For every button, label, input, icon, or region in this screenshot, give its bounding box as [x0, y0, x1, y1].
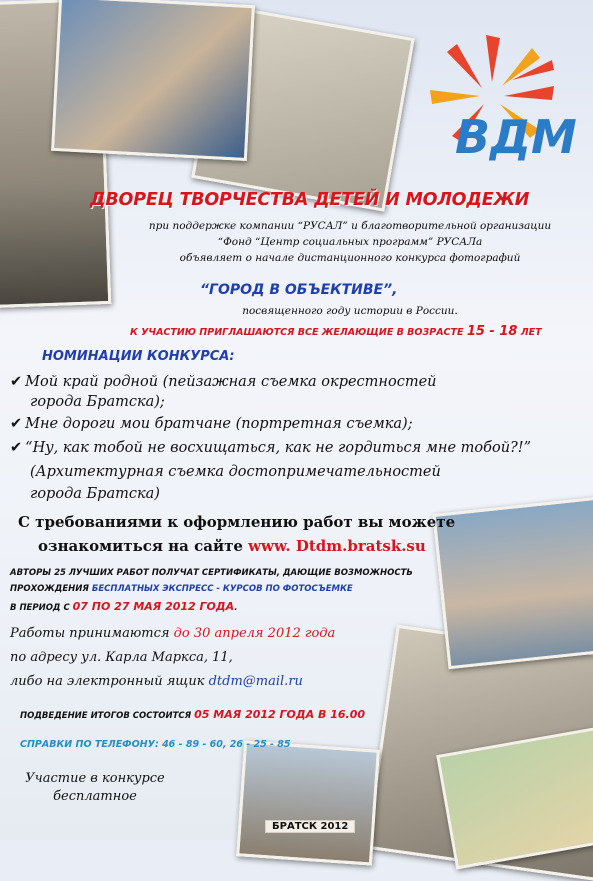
results-announcement: [20, 708, 365, 721]
awards-courses: БЕСПЛАТНЫХ ЭКСПРЕСС - КУРСОВ ПО ФОТОСЪЕМКЕ: [91, 584, 353, 594]
requirements-line2: [38, 537, 426, 555]
submission-line1a: Работы принимаются: [10, 626, 174, 641]
age-invitation: [130, 324, 542, 339]
awards-line2: [10, 584, 353, 594]
invite-age: 15 - 18: [466, 324, 518, 339]
city-year-label: БРАТСК 2012: [265, 820, 355, 833]
website-link[interactable]: www. Dtdm.bratsk.su: [248, 537, 426, 555]
submission-email-line: [10, 674, 303, 689]
awards-period: 07 ПО 27 МАЯ 2012 ГОДА: [72, 600, 235, 613]
nomination-3-cont2: города Братска): [30, 486, 160, 502]
nomination-2: [10, 414, 413, 434]
submission-address: по адресу ул. Карла Маркса, 11,: [10, 650, 233, 665]
awards-line2a: ПРОХОЖДЕНИЯ: [10, 584, 92, 594]
submission-deadline: [10, 626, 335, 641]
check-icon: ✔: [10, 440, 23, 456]
free-participation: [20, 770, 170, 806]
nomination-1-text: Мой край родной (пейзажная съемка окрестностей: [25, 374, 437, 390]
nomination-1: [10, 372, 437, 392]
requirements-text: ознакомиться на сайте: [38, 537, 249, 555]
contest-name: “ГОРОД В ОБЪЕКТИВЕ”,: [200, 282, 398, 298]
nomination-3: [10, 438, 531, 458]
sun-logo: [400, 28, 580, 178]
check-icon: ✔: [10, 374, 23, 390]
nomination-3-cont: (Архитектурная съемка достопримечательностей: [30, 464, 441, 480]
invite-end: ЛЕТ: [517, 327, 542, 338]
foundation-line: “Фонд “Центр социальных программ” РУСАЛа: [217, 236, 483, 248]
check-icon: ✔: [10, 416, 23, 432]
submission-line3a: либо на электронный ящик: [10, 674, 209, 689]
free-line1: Участие в конкурсе: [25, 771, 165, 786]
results-text: ПОДВЕДЕНИЕ ИТОГОВ СОСТОИТСЯ: [20, 711, 195, 721]
awards-line3a: В ПЕРИОД С: [10, 603, 73, 613]
requirements-line1: С требованиями к оформлению работ вы можете: [18, 513, 456, 531]
nomination-1-cont: города Братска);: [30, 394, 165, 410]
awards-line3: [10, 600, 237, 613]
invite-text: К УЧАСТИЮ ПРИГЛАШАЮТСЯ ВСЕ ЖЕЛАЮЩИЕ В ВОЗРАСТЕ: [130, 327, 467, 338]
nomination-3-text: “Ну, как тобой не восхищаться, как не гордиться мне тобой?!”: [25, 440, 532, 456]
photo-family-top: [51, 0, 255, 161]
photo-family-sea: [432, 497, 593, 669]
email-link[interactable]: dtdm@mail.ru: [208, 674, 303, 689]
announcement-line: объявляет о начале дистанционного конкурса фотографий: [179, 252, 521, 264]
submission-date: до 30 апреля 2012 года: [173, 626, 336, 641]
awards-line1: АВТОРЫ 25 ЛУЧШИХ РАБОТ ПОЛУЧАТ СЕРТИФИКАТЫ, ДАЮЩИЕ ВОЗМОЖНОСТЬ: [10, 568, 413, 578]
nomination-2-text: Мне дороги мои братчане (портретная съемка);: [25, 416, 413, 432]
photo-family-bridge: [236, 740, 380, 865]
free-line2: бесплатное: [53, 789, 137, 804]
page-title: ДВОРЕЦ ТВОРЧЕСТВА ДЕТЕЙ И МОЛОДЕЖИ: [90, 190, 530, 210]
sponsor-line: при поддержке компании “РУСАЛ” и благотворительной организации: [148, 220, 552, 232]
results-date: 05 МАЯ 2012 ГОДА В 16.00: [194, 708, 366, 721]
nominations-heading: НОМИНАЦИИ КОНКУРСА:: [42, 349, 235, 364]
phone-info: СПРАВКИ ПО ТЕЛЕФОНУ: 46 - 89 - 60, 26 - 25 - 85: [20, 739, 291, 750]
history-year-line: посвященного году истории в России.: [242, 305, 458, 317]
logo-text: ВДМ: [455, 110, 577, 164]
awards-line3c: .: [234, 603, 238, 613]
